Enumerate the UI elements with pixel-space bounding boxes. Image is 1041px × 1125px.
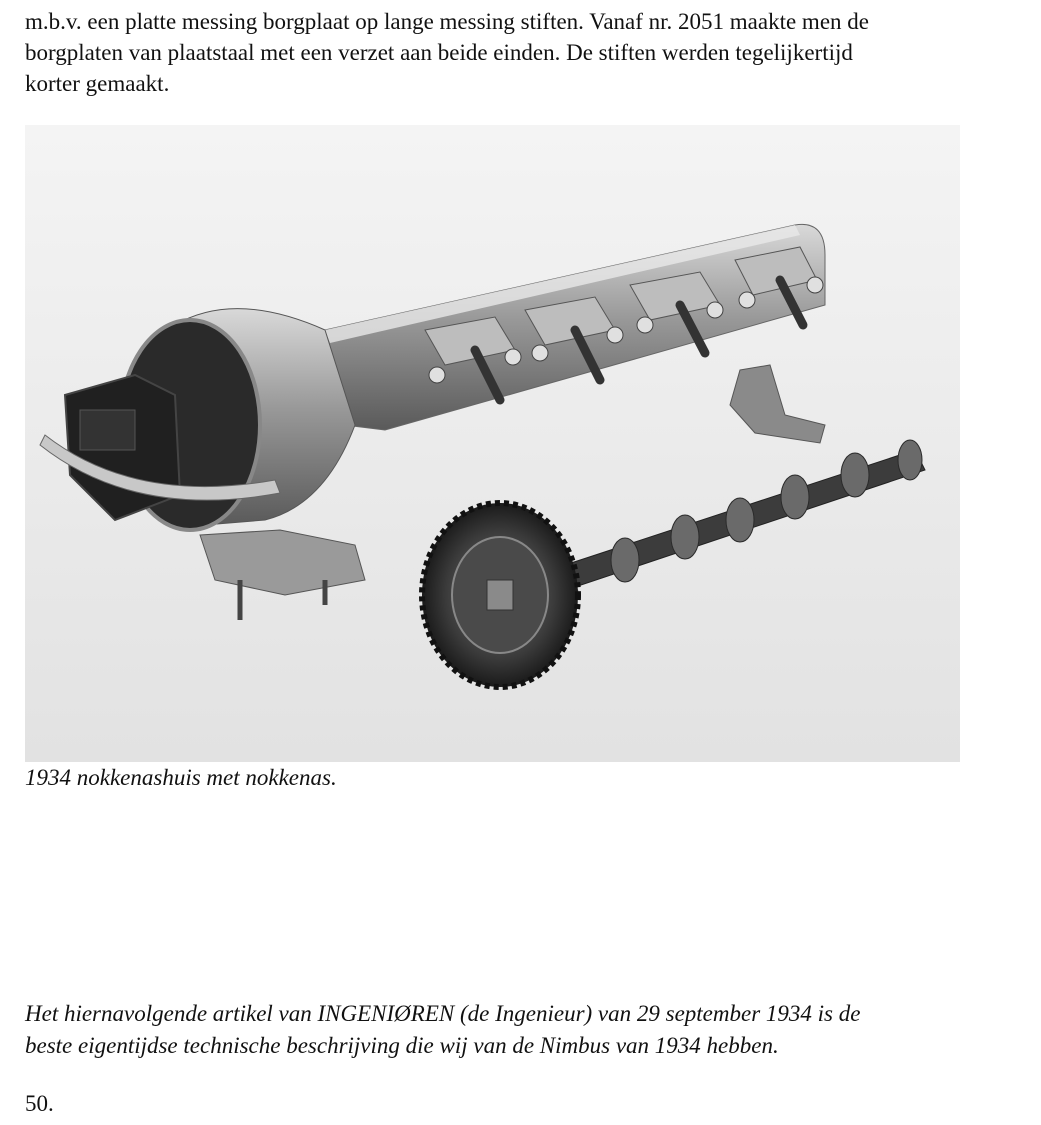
intro-paragraph — [25, 6, 1015, 99]
article-line: beste eigentijdse technische beschrijving die wij van de Nimbus van 1934 hebben. — [25, 1033, 779, 1058]
intro-line: m.b.v. een platte messing borgplaat op lange messing stiften. Vanaf nr. 2051 maakte men de — [25, 9, 869, 34]
photo-caption: 1934 nokkenashuis met nokkenas. — [25, 765, 337, 790]
intro-line: borgplaten van plaatstaal met een verzet aan beide einden. De stiften werden tegelijkertijd — [25, 40, 853, 65]
article-line: Het hiernavolgende artikel van INGENIØREN (de Ingenieur) van 29 september 1934 is de — [25, 1001, 861, 1026]
article-intro-paragraph — [25, 998, 1015, 1062]
page-number: 50. — [25, 1091, 54, 1116]
camshaft-housing-photo — [25, 125, 960, 762]
intro-line: korter gemaakt. — [25, 71, 170, 96]
